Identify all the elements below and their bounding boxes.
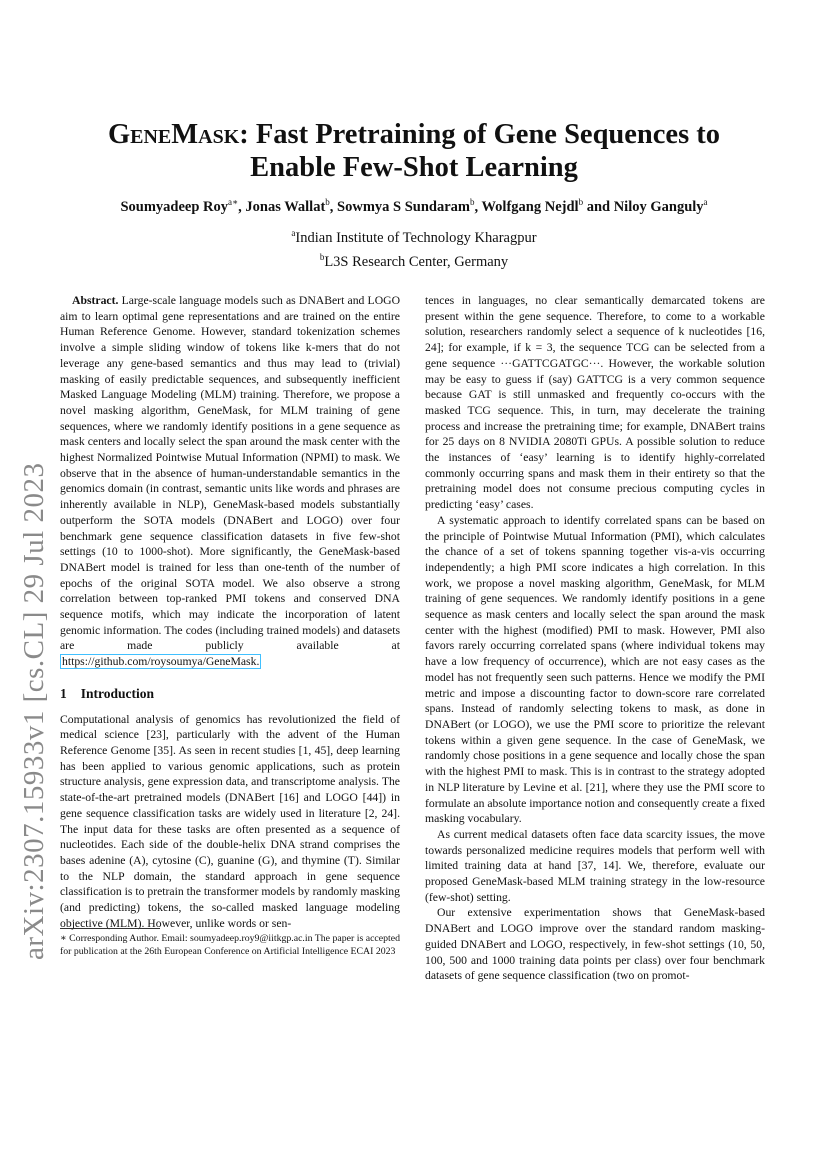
title-line-2: Enable Few-Shot Learning bbox=[250, 152, 578, 183]
left-column bbox=[60, 293, 400, 931]
affiliations bbox=[60, 224, 768, 272]
affiliation-b: $^b$L3S Research Center, Germany bbox=[319, 251, 509, 270]
author-4-affil: b bbox=[578, 197, 584, 207]
intro-paragraph-2: tences in languages, no clear semantically demarcated tokens are present within the gene sequence. Therefore, to come to a workable solution, researchers randomly select a sequence of k nucleotides [16, 24]; for example, if k = 3, the sequence TCG can be selected from a gene sequence ···GATTCGATGC···. However, the workable solution may be easy to guess if (say) GATTCG is a very common sequence because GAT is still unmasked and frequently co-occurs with the masked TCG sequence. This, in turn, may decelerate the training process and increase the pretraining time; for example, DNABert trains for 25 days on 8 NVIDIA 2080Ti GPUs. A possible solution to reduce the instances of ‘easy’ learning is to identify highly-correlated commonly occurring spans and mask them in their entirety so that the pretraining model does not consume precious computing cycles in predicting ‘easy’ cases. bbox=[425, 294, 765, 512]
section-heading-introduction: 1 Introduction bbox=[60, 685, 155, 701]
author-5-affil: a bbox=[703, 197, 708, 207]
author-5: Niloy Ganguly bbox=[613, 198, 704, 215]
author-4: Wolfgang Nejdl bbox=[481, 198, 579, 215]
intro-paragraph-5: Our extensive experimentation shows that GeneMask-based DNABert and LOGO improve over the standard random masking-guided DNABert and LOGO, respectively, in few-shot settings (10, 50, 100, 500 and 1000 training data points per class) over four benchmark datasets of gene sequence classification (two on promot- bbox=[425, 906, 765, 983]
title-line-1: GeneMask: Fast Pretraining of Gene Sequences to bbox=[107, 119, 721, 150]
github-link[interactable]: https://github.com/roysoumya/GeneMask. bbox=[62, 655, 260, 669]
footnote-text: ∗ Corresponding Author. Email: soumyadeep.roy9@iitkgp.ac.in The paper is accepted for publication at the 26th European Conference on Artificial Intelligence ECAI 2023 bbox=[60, 933, 400, 957]
footnote bbox=[60, 928, 400, 958]
intro-paragraph-3: A systematic approach to identify correlated spans can be based on the principle of Pointwise Mutual Information (PMI), which calculates the chance of a set of tokens spanning together vis-a-vis occurring independently; a high PMI score indicates a high correlation. In this work, we propose a novel masking algorithm, GeneMask, for MLM training of gene sequences. We randomly identify positions in a gene sequence as mask centers and locally select the span around the mask center with the highest (modified) PMI to mask. However, PMI also favors rarely occurring correlated spans (where individual tokens may have a low frequency of occurrence), which are not easy cases as the model has not frequently seen such patterns. Hence we modify the PMI metric and impose a discounting factor to down-score rare correlated spans. Instead of randomly selecting tokens to mask, as done in DNABert (or LOGO), we use the PMI score to prioritize the relevant tokens within a given gene sequence. In the case of GeneMask, we randomly chose positions in a gene sequence and locally chose the span with the highest PMI to mask. This is in contrast to the strategy adopted in NLP literature by Levine et al. [21], where they use the PMI score to formulate an absolute importance notion and consequently create a fixed masking vocabulary. bbox=[425, 513, 765, 826]
author-2-affil: b bbox=[325, 197, 330, 207]
author-list: Soumyadeep Roy$^{a∗}$, Jonas Wallat$^b$, Sowmya S Sundaram$^b$, Wolfgang Nejdl$^b$ and Niloy Ganguly$^a$ bbox=[120, 197, 708, 215]
intro-paragraph-1: Computational analysis of genomics has revolutionized the field of medical science [23], particularly with the advent of the Human Reference Genome [35]. As seen in recent studies [1, 45], deep learning has been applied to various genomic applications, such as protein structure analysis, gene expression data, and transcriptome analysis. The state-of-the-art pretrained models (DNABert [16] and LOGO [44]) in gene sequence classification tasks are widely used in literature [2, 24]. The input data for these tasks are often presented as a sequence of nucleotides. Each side of the double-helix DNA strand comprises the bases adenine (A), cytosine (C), guanine (G), and thymine (T). Similar to the NLP domain, the standard approach in gene sequence classification is to pretrain the transformer models by randomly masking (and predicting) tokens, the so-called masked language modeling objective (MLM). However, unlike words or sen- bbox=[60, 712, 400, 930]
author-3-affil: b bbox=[469, 197, 475, 207]
right-column bbox=[425, 293, 765, 984]
abstract-label: Abstract. bbox=[72, 294, 119, 307]
author-1-affil[interactable]: a∗ bbox=[228, 197, 239, 207]
paper-title bbox=[60, 118, 768, 184]
intro-paragraph-4: As current medical datasets often face data scarcity issues, the move towards personalized medicine requires models that perform well with limited training data at hand [37, 14]. We, therefore, evaluate our proposed GeneMask-based MLM training strategy in the low-resource (few-shot) setting. bbox=[425, 827, 765, 904]
abstract-text: Large-scale language models such as DNABert and LOGO aim to learn optimal gene representations and are trained on the entire Human Reference Genome. However, standard tokenization schemes involve a simple sliding window of tokens like k-mers that do not leverage any gene-based semantics and thus may lead to (trivial) masking of easily predictable sequences, and subsequently inefficient Masked Language Modeling (MLM) training. Therefore, we propose a novel masking algorithm, GeneMask, for MLM training of gene sequences, where we randomly identify positions in a gene sequence as mask centers and locally select the span around the mask center with the highest Normalized Pointwise Mutual Information (NPMI) to mask. We observe that in the absence of human-understandable semantics in the genomics domain (in contrast, semantic units like words and phrases are inherently available in NLP), GeneMask-based models substantially outperform the SOTA models (DNABert and LOGO) over four benchmark gene sequence classification datasets in five few-shot settings (10 to 1000-shot). More significantly, the GeneMask-based DNABert model is trained for less than one-tenth of the number of epochs of the original SOTA model. We also observe a strong correlation between top-ranked PMI tokens and conserved DNA sequence motifs, which may indicate the incorporation of latent genomic information. The codes (including trained models) and datasets are made publicly available at bbox=[60, 294, 401, 653]
author-3: Sowmya S Sundaram bbox=[337, 198, 470, 215]
author-1: Soumyadeep Roy bbox=[120, 198, 228, 215]
arxiv-identifier: arXiv:2307.15933v1 [cs.CL] 29 Jul 2023 bbox=[18, 462, 50, 960]
affiliation-a: $^a$Indian Institute of Technology Kharagpur bbox=[291, 228, 537, 246]
abstract bbox=[60, 293, 400, 670]
author-2: Jonas Wallat bbox=[245, 198, 326, 215]
footnote-rule bbox=[60, 928, 160, 929]
